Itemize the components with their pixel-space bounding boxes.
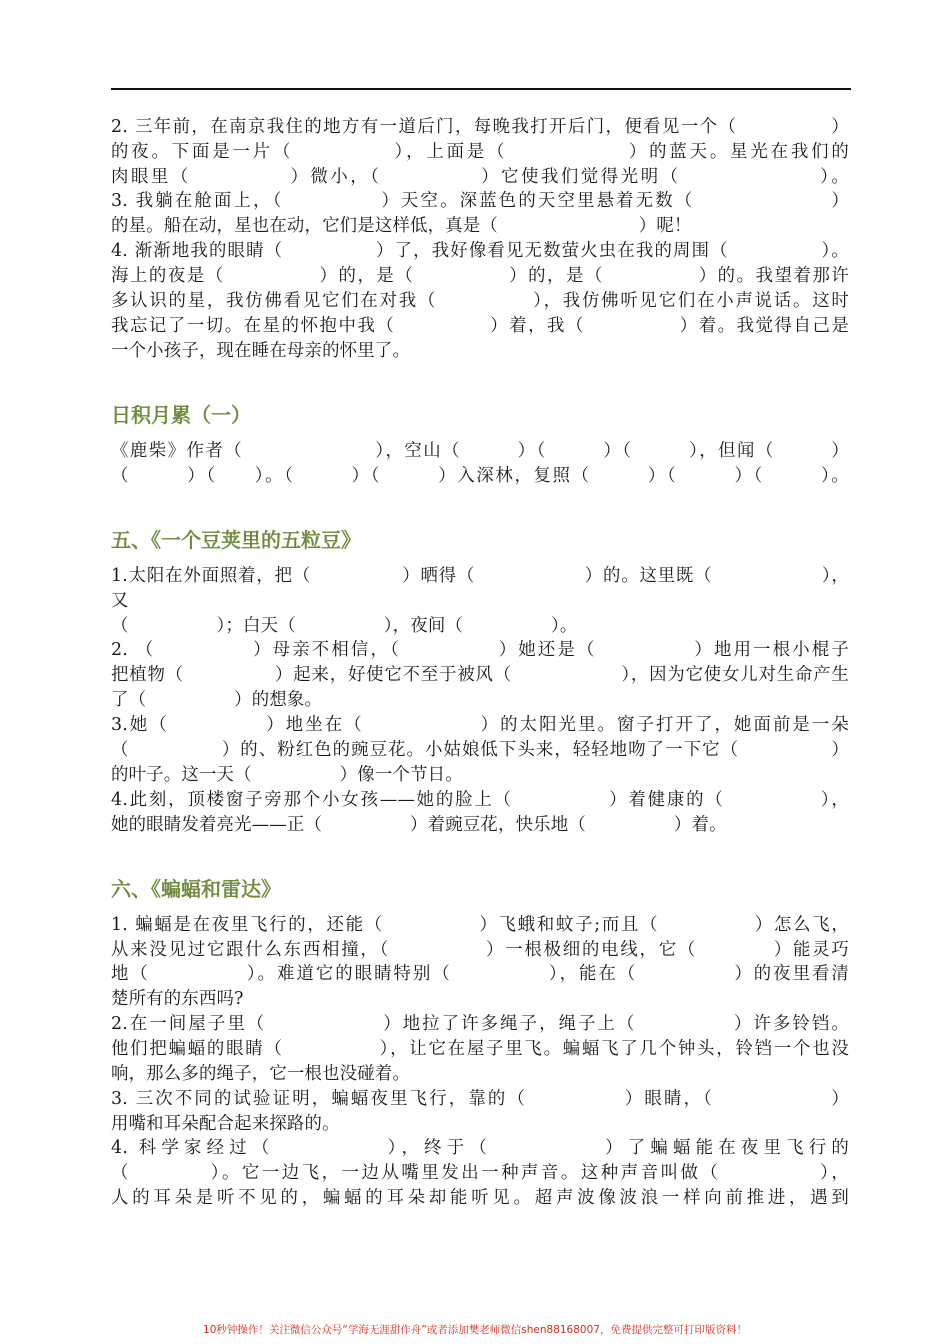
s5-line-10: 4.此刻，顶楼窗子旁那个小女孩——她的脸上（ ）着健康的（ ）， xyxy=(111,790,849,810)
s5-line-3: （ ）；白天（ ），夜间（ ）。 xyxy=(111,616,578,636)
s6-line-2: 从来没见过它跟什么东西相撞，（ ）一根极细的电线，它（ ）能灵巧 xyxy=(111,940,849,960)
s5-line-1: 1.太阳在外面照着，把（ ）晒得（ ）的。这里既（ ）， xyxy=(111,566,849,586)
daily-line-1: 《鹿柴》作者（ ），空山（ ）（ ）（ ），但闻（ ） xyxy=(111,441,849,461)
s5-line-5: 把植物（ ）起来，好使它不至于被风（ ），因为它使女儿对生命产生 xyxy=(111,665,849,685)
daily-line-2: （ ）（ ）。（ ）（ ）入深林，复照（ ）（ ）（ ）。 xyxy=(111,466,849,486)
s4-line-6: 4. 渐渐地我的眼睛（ ）了，我好像看见无数萤火虫在我的周围（ ）。 xyxy=(111,241,849,261)
s4-line-1: 2. 三年前，在南京我住的地方有一道后门，每晚我打开后门，便看见一个（ ） xyxy=(111,117,849,137)
s6-line-6: 他们把蝙蝠的眼睛（ ），让它在屋子里飞。蝙蝠飞了几个钟头，铃铛一个也没 xyxy=(111,1039,849,1059)
s4-line-4: 3. 我躺在舱面上，（ ）天空。深蓝色的天空里悬着无数（ ） xyxy=(111,191,849,211)
s4-line-3: 肉眼里（ ）微小，（ ）它使我们觉得光明（ ）。 xyxy=(111,167,849,187)
s5-line-7: 3.她（ ）地坐在（ ）的太阳光里。窗子打开了，她面前是一朵 xyxy=(111,715,849,735)
s4-line-9: 我忘记了一切。在星的怀抱中我（ ）着，我（ ）着。我觉得自己是 xyxy=(111,316,849,336)
footer-notice: 10秒钟操作！关注微信公众号“学海无涯甜作舟”或者添加樊老师微信shen88168007，免费提供完整可打印版资料！ xyxy=(203,1324,747,1336)
s6-line-7: 响，那么多的绳子，它一根也没碰着。 xyxy=(111,1064,411,1084)
s5-line-8: （ ）的、粉红色的豌豆花。小姑娘低下头来，轻轻地吻了一下它（ ） xyxy=(111,740,849,760)
s4-line-10: 一个小孩子，现在睡在母亲的怀里了。 xyxy=(111,341,411,361)
s4-line-5: 的星。船在动，星也在动，它们是这样低，真是（ ）呢！ xyxy=(111,216,692,236)
top-rule xyxy=(111,88,851,90)
s5-line-9: 的叶子。这一天（ ）像一个节日。 xyxy=(111,765,463,785)
s6-line-9: 用嘴和耳朵配合起来探路的。 xyxy=(111,1114,340,1134)
s6-line-5: 2.在一间屋子里（ ）地拉了许多绳子，绳子上（ ）许多铃铛。 xyxy=(111,1014,849,1034)
s6-line-8: 3. 三次不同的试验证明，蝙蝠夜里飞行，靠的（ ）眼睛，（ ） xyxy=(111,1089,849,1109)
s4-line-7: 海上的夜是（ ）的，是（ ）的，是（ ）的。我望着那许 xyxy=(111,266,849,286)
s6-line-12: 人的耳朵是听不见的，蝙蝠的耳朵却能听见。超声波像波浪一样向前推进，遇到 xyxy=(111,1188,849,1208)
s5-line-2: 又 xyxy=(111,591,129,611)
s5-line-4: 2. （ ）母亲不相信，（ ）她还是（ ）地用一根小棍子 xyxy=(111,640,849,660)
s4-line-2: 的夜。下面是一片（ ），上面是（ ）的蓝天。星光在我们的 xyxy=(111,142,849,162)
s6-line-1: 1. 蝙蝠是在夜里飞行的，还能（ ）飞蛾和蚊子;而且（ ）怎么飞， xyxy=(111,915,849,935)
section5-heading: 五、《一个豆荚里的五粒豆》 xyxy=(111,528,361,552)
s6-line-10: 4. 科学家经过（ ），终于（ ）了蝙蝠能在夜里飞行的 xyxy=(111,1138,849,1158)
s5-line-6: 了（ ）的想象。 xyxy=(111,690,323,710)
s6-line-3: 地（ ）。难道它的眼睛特别（ ），能在（ ）的夜里看清 xyxy=(111,964,849,984)
s4-line-8: 多认识的星，我仿佛看见它们在对我（ ），我仿佛听见它们在小声说话。这时 xyxy=(111,291,849,311)
s6-line-4: 楚所有的东西吗? xyxy=(111,989,244,1009)
s6-line-11: （ ）。它一边飞，一边从嘴里发出一种声音。这种声音叫做（ ）， xyxy=(111,1163,849,1183)
section6-heading: 六、《蝙蝠和雷达》 xyxy=(111,877,281,901)
daily-heading: 日积月累（一） xyxy=(111,403,251,427)
s5-line-11: 她的眼睛发着亮光——正（ ）着豌豆花，快乐地（ ）着。 xyxy=(111,815,727,835)
